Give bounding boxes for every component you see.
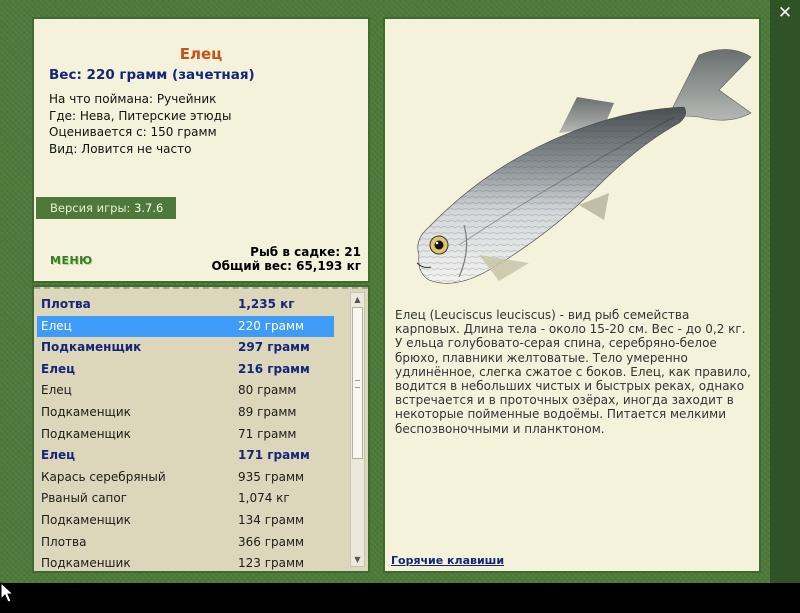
catch-list bbox=[37, 294, 334, 573]
catch-fish-weight: 1,235 кг bbox=[238, 297, 295, 311]
dace-fish-image bbox=[399, 45, 755, 305]
keepnet-stats bbox=[211, 245, 361, 273]
scroll-up-icon[interactable]: ▲ bbox=[354, 295, 361, 304]
fish-info-panel bbox=[32, 17, 370, 283]
catch-fish-weight: 297 грамм bbox=[238, 340, 310, 355]
version-label: Версия игры: bbox=[50, 201, 131, 215]
catch-list-item[interactable] bbox=[37, 359, 334, 381]
catch-list-scrollbar[interactable] bbox=[350, 292, 365, 567]
mouse-cursor-icon bbox=[0, 582, 14, 604]
fish-details bbox=[49, 91, 231, 157]
catch-fish-name: Подкаменщик bbox=[41, 512, 131, 527]
catch-fish-name: Подкаменшик bbox=[41, 556, 131, 571]
catch-fish-name: Плотва bbox=[41, 534, 87, 549]
catch-fish-name: Елец bbox=[41, 383, 72, 398]
fish-count: Рыб в садке: 21 bbox=[250, 245, 361, 259]
catch-fish-name: Подкаменщик bbox=[41, 340, 142, 355]
menu-button[interactable]: МЕНЮ bbox=[50, 254, 93, 267]
catch-list-item[interactable] bbox=[37, 316, 334, 338]
catch-fish-name: Елец bbox=[41, 318, 72, 333]
close-icon[interactable]: ✕ bbox=[777, 3, 793, 23]
catch-fish-name: Елец bbox=[41, 448, 76, 463]
catch-fish-weight: 220 грамм bbox=[238, 318, 305, 333]
catch-list-item[interactable] bbox=[37, 510, 334, 532]
catch-fish-name: Елец bbox=[41, 361, 76, 376]
catch-fish-weight: 366 грамм bbox=[238, 534, 305, 549]
catch-fish-weight: 935 грамм bbox=[238, 469, 305, 484]
total-weight: Общий вес: 65,193 кг bbox=[211, 259, 361, 273]
catch-fish-weight: 171 грамм bbox=[238, 448, 310, 463]
scroll-thumb[interactable] bbox=[352, 307, 363, 459]
catch-list-item[interactable] bbox=[37, 445, 334, 467]
fish-description-panel bbox=[383, 17, 761, 573]
catch-list-item[interactable] bbox=[37, 467, 334, 489]
threshold-line: Оценивается с: 150 грамм bbox=[49, 125, 217, 139]
scroll-down-icon[interactable]: ▼ bbox=[354, 555, 361, 564]
catch-fish-weight: 123 грамм bbox=[238, 556, 305, 571]
catch-fish-name: Карась серебряный bbox=[41, 469, 166, 484]
window-edge bbox=[770, 0, 800, 583]
version-badge bbox=[36, 197, 176, 219]
bottom-bar bbox=[0, 583, 800, 613]
catch-fish-name: Подкаменщик bbox=[41, 404, 131, 419]
catch-fish-weight: 1,074 кг bbox=[238, 491, 290, 506]
catch-list-item[interactable] bbox=[37, 294, 334, 316]
catch-fish-weight: 89 грамм bbox=[238, 404, 297, 419]
bait-line: На что поймана: Ручейник bbox=[49, 92, 217, 106]
fish-description: Елец (Leuciscus leuciscus) - вид рыб семейства карповых. Длина тела - около 15-20 см. Вес - до 0,2 кг. У ельца голубовато-серая спина, серебряно-белое брюхо, плавники желтоватые. Тело умеренно удлинённое, слегка сжатое с боков. Елец, как правило, водится в небольших чистых и быстрых реках, однако встречается и в проточных озёрах, иногда заходит в некоторые пойменные водоёмы. Питается мелкими беспозвоночными и планктоном. bbox=[395, 308, 751, 436]
catch-list-item[interactable] bbox=[37, 532, 334, 554]
rarity-line: Вид: Ловится не часто bbox=[49, 141, 192, 156]
hotkeys-link[interactable]: Горячие клавиши bbox=[391, 554, 505, 567]
catch-fish-weight: 216 грамм bbox=[238, 361, 310, 376]
catch-fish-name: Подкаменщик bbox=[41, 426, 131, 441]
catch-fish-weight: 134 грамм bbox=[238, 512, 305, 527]
catch-list-item[interactable] bbox=[37, 424, 334, 446]
catch-list-item[interactable] bbox=[37, 553, 334, 573]
fish-weight: Вес: 220 грамм (зачетная) bbox=[49, 67, 255, 83]
catch-list-item[interactable] bbox=[37, 402, 334, 424]
location-line: Где: Нева, Питерские этюды bbox=[49, 108, 232, 123]
version-value: 3.7.6 bbox=[134, 201, 164, 215]
catch-list-item[interactable] bbox=[37, 488, 334, 510]
catch-fish-name: Рваный сапог bbox=[41, 491, 128, 506]
catch-list-item[interactable] bbox=[37, 337, 334, 359]
catch-list-panel bbox=[32, 285, 370, 573]
catch-list-item[interactable] bbox=[37, 380, 334, 402]
catch-fish-name: Плотва bbox=[41, 297, 91, 311]
fish-title: Елец bbox=[179, 45, 223, 63]
catch-fish-weight: 80 грамм bbox=[238, 383, 297, 398]
catch-fish-weight: 71 грамм bbox=[238, 426, 297, 441]
